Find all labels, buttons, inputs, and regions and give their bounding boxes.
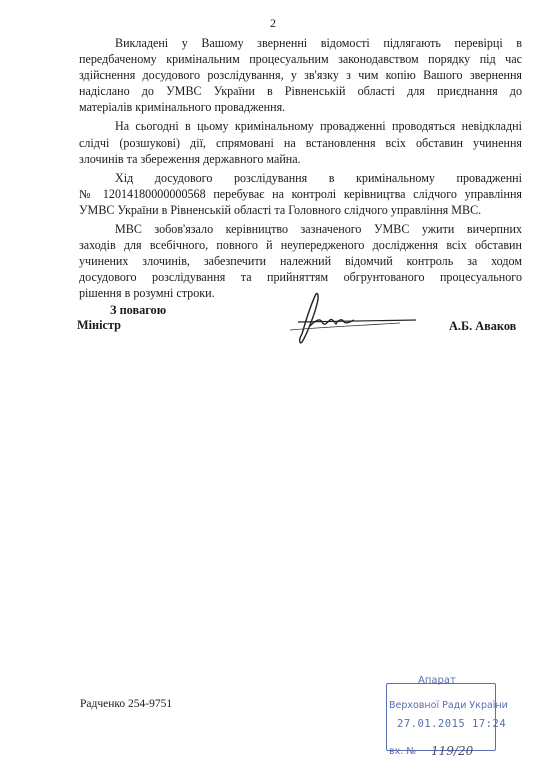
text-line: МВС зобов'язало керівництво зазначеного УМВС ужити вичерпних <box>115 222 522 237</box>
paragraph-3 <box>79 170 522 218</box>
letter-body <box>79 35 522 305</box>
text-line: досудового розслідування та прийняттям обгрунтованого процесуального <box>79 270 522 285</box>
executor-contact: Радченко 254-9751 <box>80 698 173 710</box>
text-line: здійснення досудового розслідування, у зв'язку з чим копію Вашого звернення <box>79 68 522 83</box>
signer-name: А.Б. Аваков <box>449 319 517 333</box>
registration-stamp <box>382 671 508 763</box>
stamp-line-1: Апарат <box>418 675 456 686</box>
text-line: учинених злочинів, забезпечити належний відомчий контроль за ходом <box>79 254 522 269</box>
text-line: слідчі (розшукові) дії, спрямовані на встановлення всіх обставин учинення <box>79 135 522 150</box>
text-line: матеріалів кримінального провадження. <box>79 100 286 115</box>
text-line: Викладені у Вашому зверненні відомості підлягають перевірці в <box>115 36 522 50</box>
handwritten-signature <box>250 290 420 350</box>
paragraph-2 <box>79 118 522 166</box>
text-line: УМВС України в Рівненській області та Головного слідчого управління МВС. <box>79 202 482 217</box>
text-line: заходів для всебічного, повного й неупередженого дослідження всіх обставин <box>79 238 522 253</box>
text-line: № 12014180000000568 перебуває на контролі керівництва слідчого управління <box>79 186 522 201</box>
page-number: 2 <box>270 16 276 30</box>
closing-regards: З повагою <box>110 303 167 317</box>
stamp-line-2: Верховної Ради України <box>389 700 508 711</box>
text-line: На сьогодні в цьому кримінальному провадженні проводяться невідкладні <box>115 119 522 134</box>
text-line: злочинів та збереження державного майна. <box>79 151 301 166</box>
signer-title: Міністр <box>77 318 122 332</box>
text-line: рішення в розумні строки. <box>79 286 215 301</box>
paragraph-1 <box>79 35 522 115</box>
text-line: Хід досудового розслідування в кримінальному провадженні <box>115 170 522 185</box>
text-line: передбаченому кримінальним процесуальним законодавством порядку під час <box>79 52 522 67</box>
stamp-number-value: 119/20 <box>431 744 474 758</box>
stamp-frame <box>386 683 508 758</box>
text-line: надіслано до УМВС України в Рівненській області для приєднання до <box>79 84 522 99</box>
stamp-date: 27.01.2015 17:24 <box>397 718 507 730</box>
stamp-number-label: вх. № <box>389 746 417 757</box>
